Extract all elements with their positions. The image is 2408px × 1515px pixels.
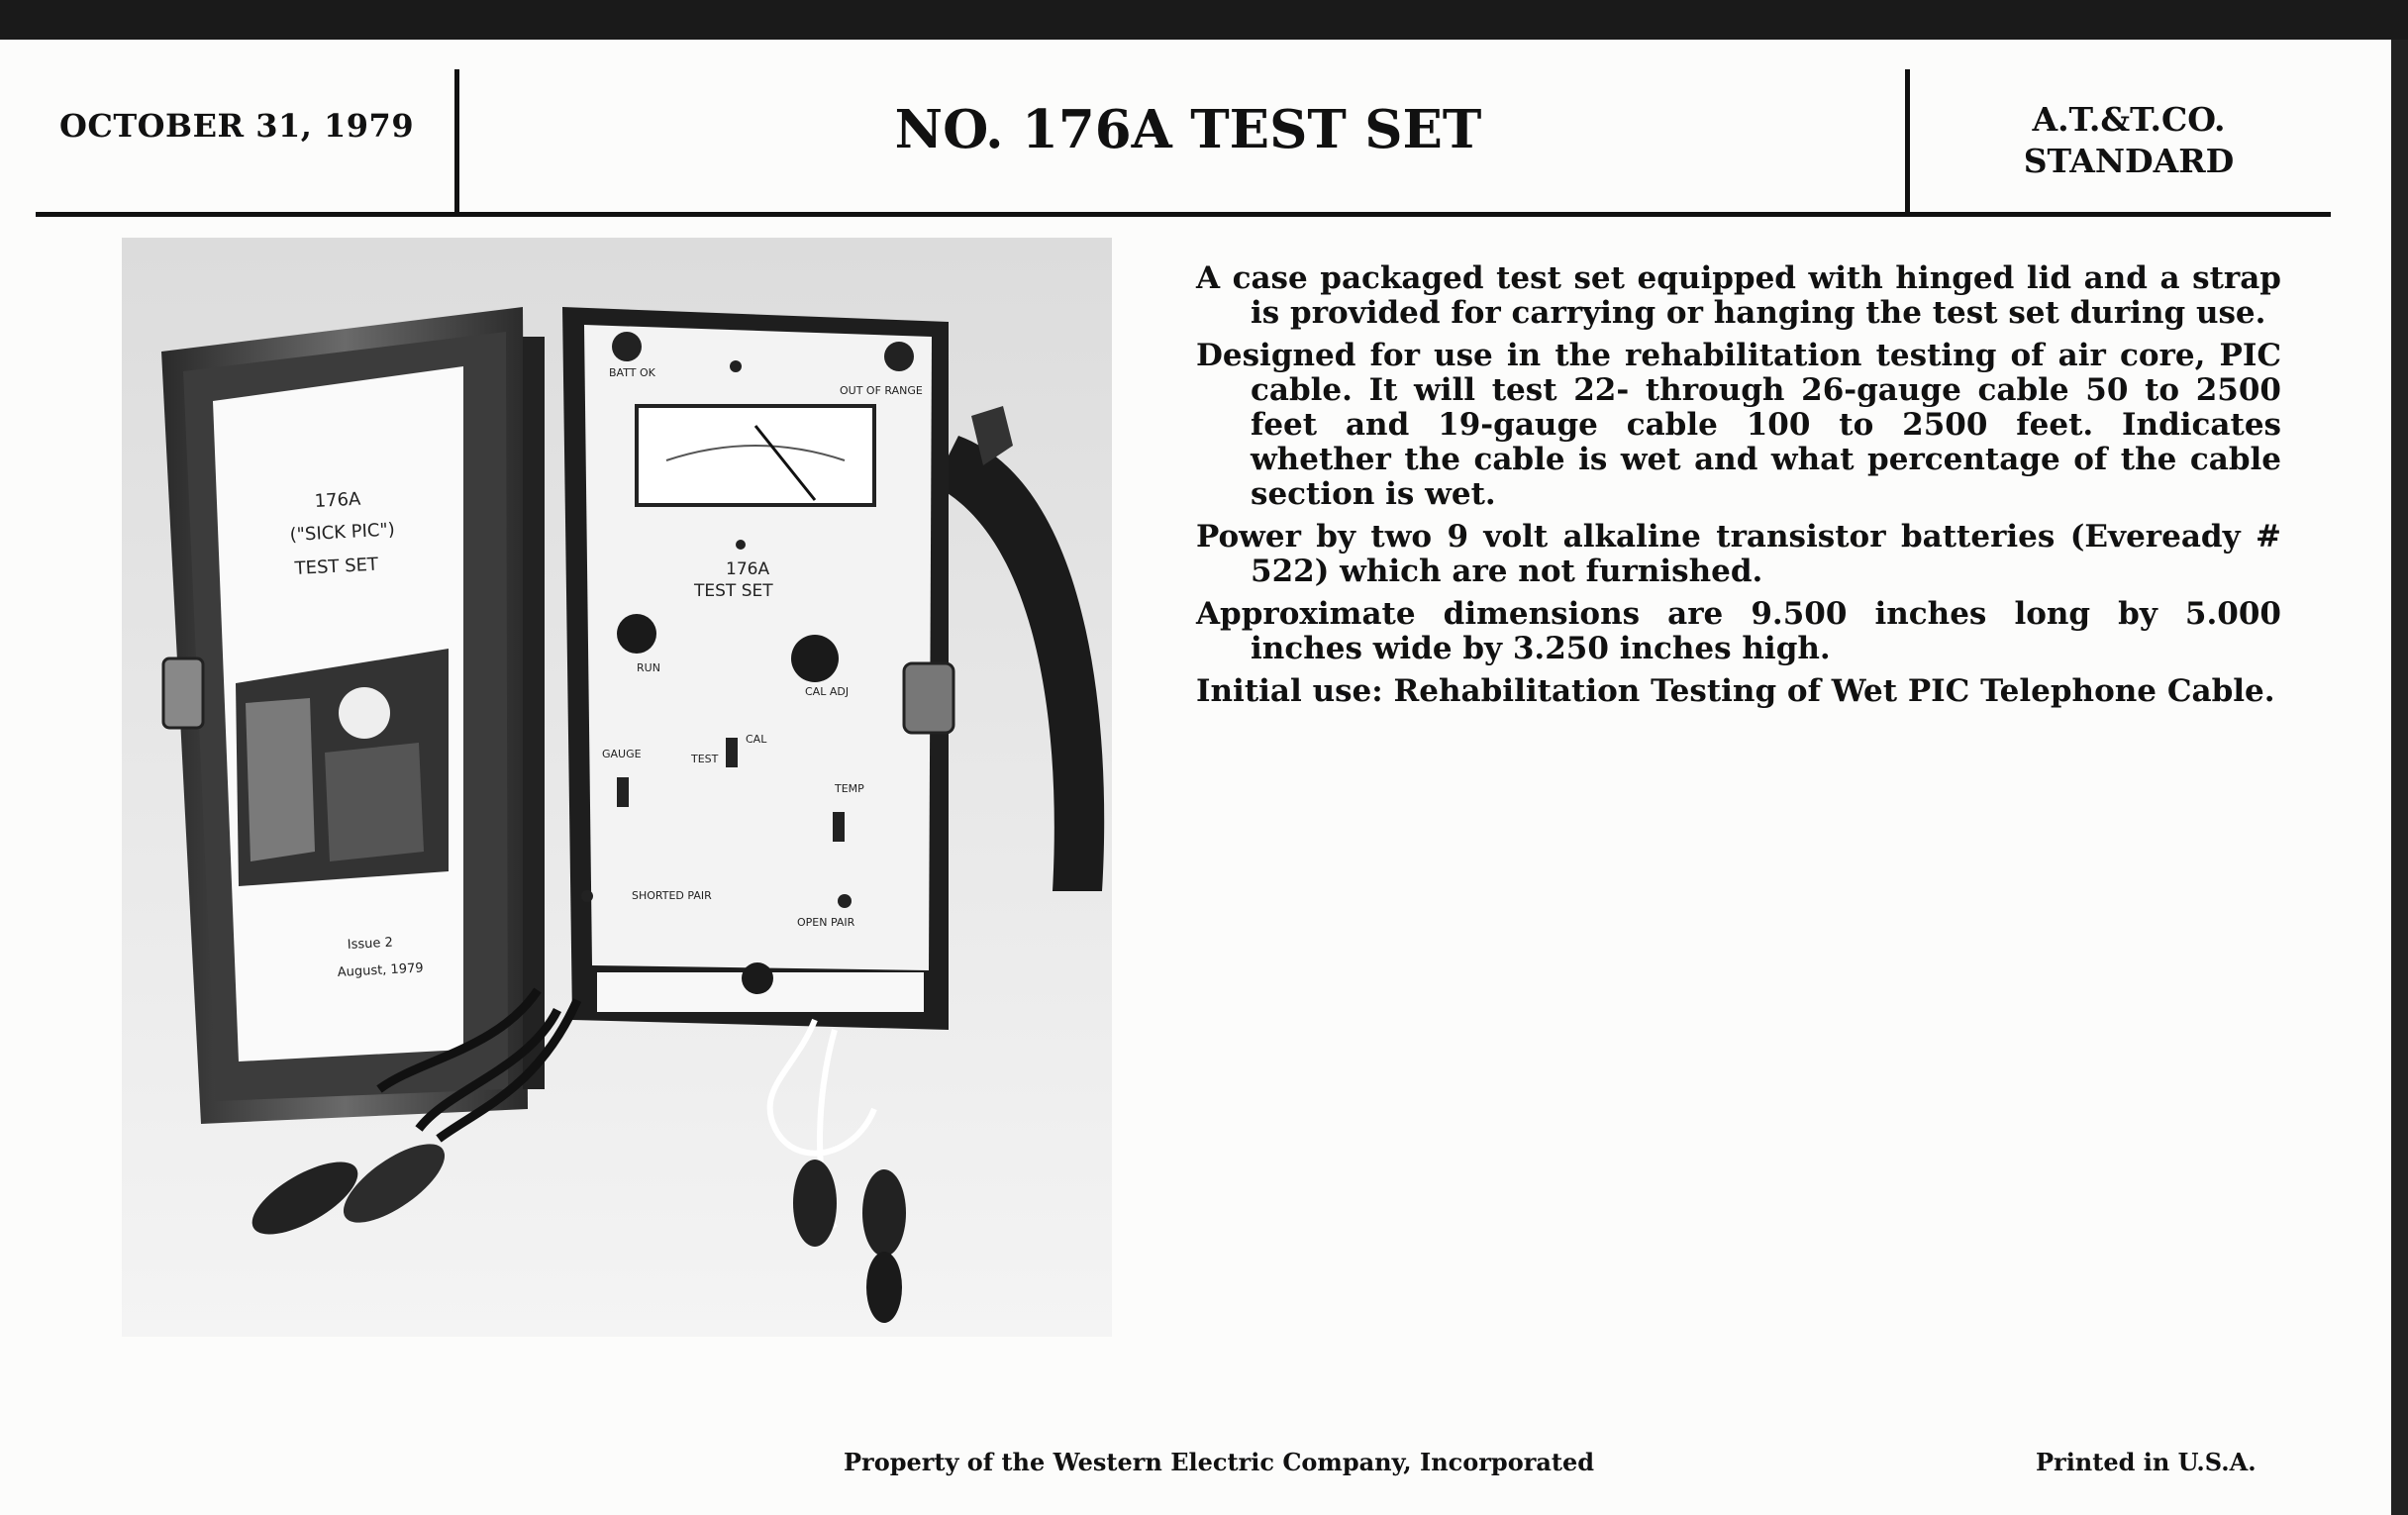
header-rule: [36, 212, 2331, 217]
standard-label: [1921, 99, 2337, 182]
product-photo: [122, 238, 1112, 1337]
panel-model: 176A: [726, 559, 770, 579]
description: [1196, 261, 2281, 717]
test-set-body: [562, 307, 953, 1030]
panel-out-of-range: OUT OF RANGE: [840, 384, 923, 397]
description-paragraph: Designed for use in the rehabilitation testing of air core, PIC cable. It will test 22- through 26-gauge cable 50 to 2500 feet and 19-gauge cable 100 to 2500 feet. Indicates whether the cable is wet and what percentage of the cable section is wet.: [1196, 338, 2281, 512]
panel-test: TEST: [691, 753, 719, 765]
footer-property: Property of the Western Electric Company, Incorporated: [844, 1448, 1595, 1476]
manual-subtitle: ("SICK PIC"): [289, 519, 396, 546]
panel-gauge: GAUGE: [602, 748, 642, 760]
manual-issue: Issue 2: [347, 935, 394, 953]
description-paragraph: Power by two 9 volt alkaline transistor batteries (Eveready # 522) which are not furnished.: [1196, 519, 2281, 589]
description-paragraph: Initial use: Rehabilitation Testing of Wet PIC Telephone Cable.: [1196, 673, 2275, 709]
card-edge-shadow: [2391, 40, 2408, 1515]
panel-cal-adj: CAL ADJ: [805, 685, 850, 698]
page-title: NO. 176A TEST SET: [894, 99, 1482, 160]
issue-date: OCTOBER 31, 1979: [59, 107, 415, 145]
case-lid: [161, 307, 528, 1124]
panel-batt-ok: BATT OK: [609, 366, 655, 379]
footer-printed: Printed in U.S.A.: [2036, 1448, 2257, 1476]
description-paragraph: A case packaged test set equipped with hinged lid and a strap is provided for carrying or hanging the test set during use.: [1196, 260, 2281, 331]
panel-open-pair: OPEN PAIR: [797, 916, 855, 929]
panel-shorted-pair: SHORTED PAIR: [632, 889, 712, 902]
manual-number: 176A: [314, 488, 361, 512]
panel-temp: TEMP: [835, 782, 864, 795]
standard-line-1: A.T.&T.CO.: [2032, 100, 2226, 139]
panel-run: RUN: [637, 661, 660, 674]
panel-label: TEST SET: [694, 581, 773, 601]
standard-line-2: STANDARD: [2023, 142, 2235, 180]
panel-cal: CAL: [746, 733, 767, 746]
manual-line3: TEST SET: [294, 554, 379, 579]
header-divider-left: [454, 69, 459, 212]
manual-date: August, 1979: [337, 960, 424, 980]
description-paragraph: Approximate dimensions are 9.500 inches long by 5.000 inches wide by 3.250 inches high.: [1196, 596, 2281, 666]
header-divider-right: [1905, 69, 1910, 212]
